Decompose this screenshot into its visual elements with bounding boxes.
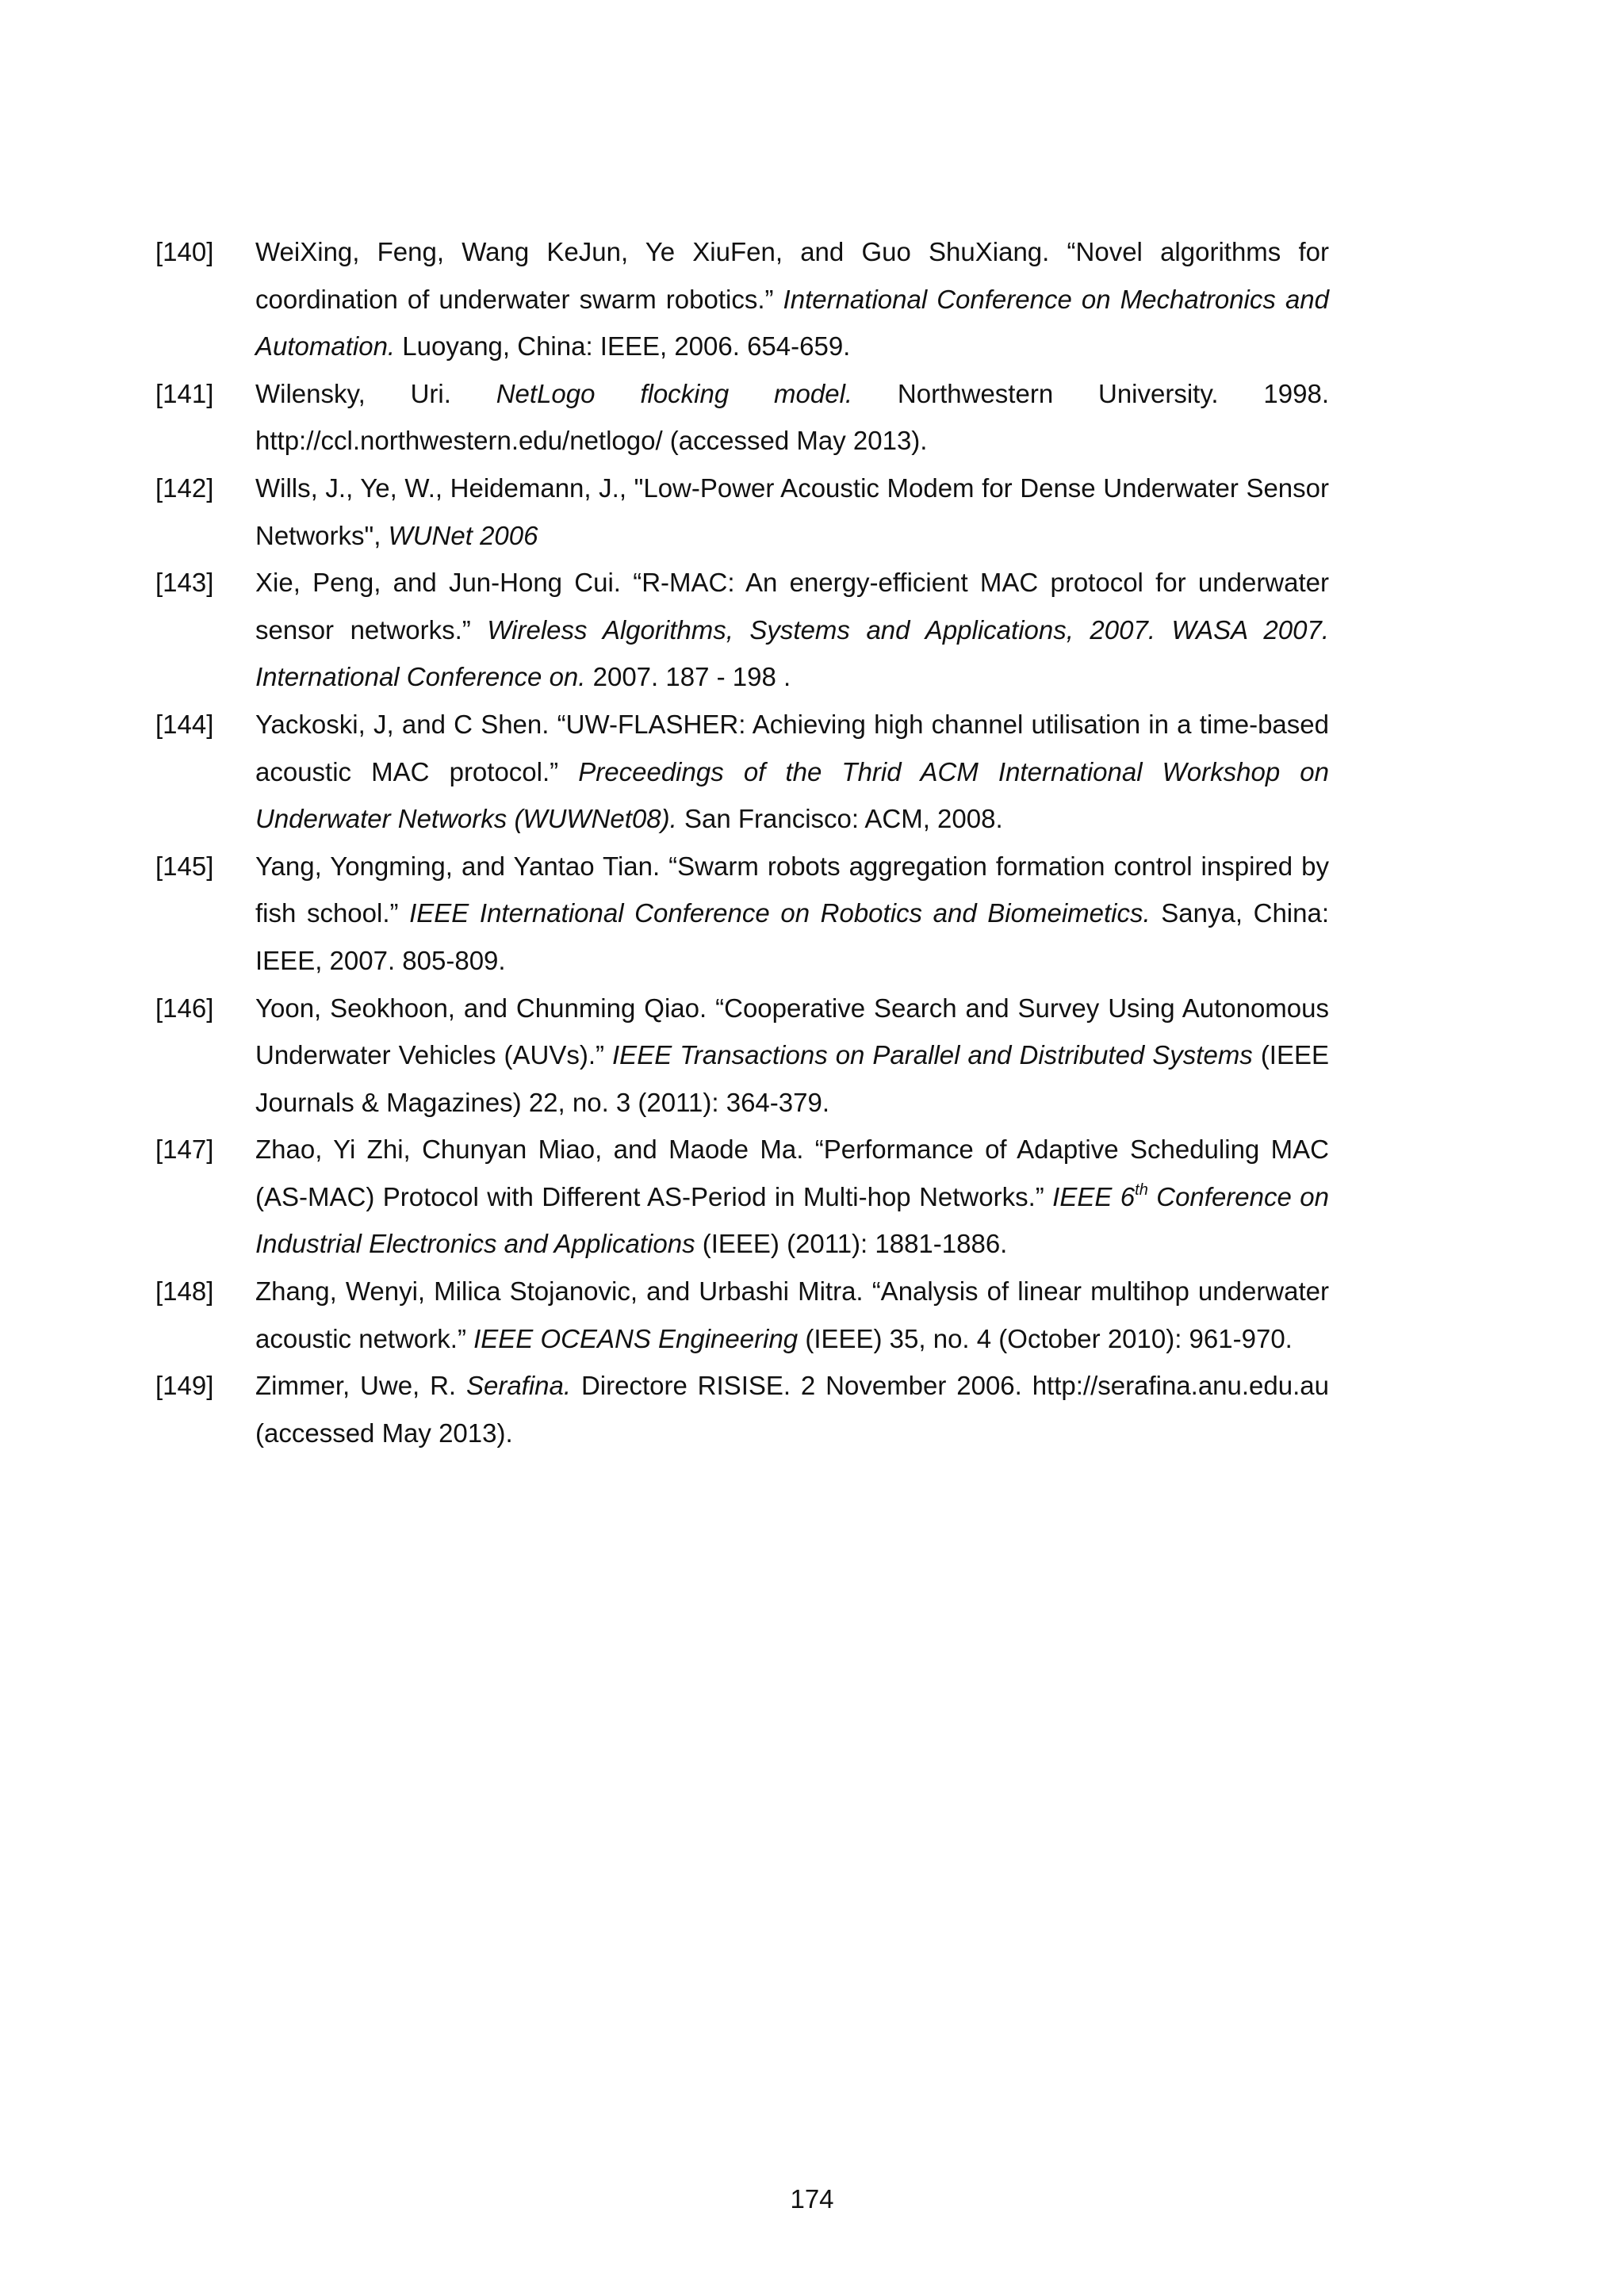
- reference-text-segment: Yackoski, J, and C Shen. “UW-FLASHER: Achieving high channel utilisation in a time-based acoustic MAC protocol.”: [255, 709, 1329, 786]
- reference-number: [145]: [155, 851, 214, 881]
- reference-text-segment: San Francisco: ACM, 2008.: [676, 804, 1003, 834]
- page-number: 174: [790, 2184, 834, 2214]
- reference-number: [146]: [155, 993, 214, 1023]
- reference-text-segment: (IEEE) (2011): 1881-1886.: [695, 1229, 1008, 1259]
- reference-text-segment: WeiXing, Feng, Wang KeJun, Ye XiuFen, and Guo ShuXiang. “Novel algorithms for coordination of underwater swarm robotics.”: [255, 237, 1329, 314]
- reference-text-segment: Yang, Yongming, and Yantao Tian. “Swarm robots aggregation formation control inspired by fish school.”: [255, 851, 1329, 928]
- reference-text-segment: Sanya, China: IEEE, 2007. 805-809.: [255, 898, 1329, 975]
- reference-text: [255, 228, 1329, 370]
- reference-text-segment: Wills, J., Ye, W., Heidemann, J., "Low-Power Acoustic Modem for Dense Underwater Sensor Networks",: [255, 473, 1329, 550]
- reference-number: [147]: [155, 1135, 214, 1165]
- reference-italic-title: International Conference on Mechatronics and Automation.: [255, 284, 1330, 362]
- reference-text-segment: Zimmer, Uwe, R.: [255, 1371, 466, 1401]
- reference-italic-title: Preceedings of the Thrid ACM International Workshop on Underwater Networks (WUWNet08).: [255, 756, 1329, 834]
- reference-italic-title: Conference on Industrial Electronics and Applications: [255, 1181, 1329, 1259]
- reference-entry: [155, 370, 1329, 465]
- reference-number: [143]: [155, 568, 214, 598]
- reference-number: [149]: [155, 1371, 214, 1401]
- reference-entry: [155, 559, 1329, 701]
- reference-text-segment: (IEEE Journals & Magazines) 22, no. 3 (2011): 364-379.: [255, 1040, 1330, 1117]
- reference-entry: [155, 1268, 1329, 1362]
- reference-entry: [155, 701, 1329, 843]
- reference-number: [140]: [155, 237, 214, 266]
- reference-italic-title: IEEE International Conference on Robotics and Biomeimetics.: [409, 898, 1151, 928]
- reference-text-segment: Zhao, Yi Zhi, Chunyan Miao, and Maode Ma. “Performance of Adaptive Scheduling MAC (AS-MAC) Protocol with Different AS-Period in Multi-hop Networks.”: [255, 1135, 1329, 1211]
- reference-text-segment: 2007. 187 - 198 .: [585, 662, 791, 692]
- reference-number: [144]: [155, 709, 214, 739]
- reference-text: [255, 1126, 1329, 1268]
- reference-text-segment: Northwestern University. 1998. http://ccl.northwestern.edu/netlogo/ (accessed May 2013).: [255, 378, 1329, 456]
- reference-italic-title: Wireless Algorithms, Systems and Applications, 2007. WASA 2007. International Conference on.: [255, 614, 1330, 692]
- reference-number: [148]: [155, 1276, 214, 1307]
- reference-text: [255, 465, 1329, 559]
- reference-text: [255, 1268, 1329, 1362]
- reference-italic-title: IEEE Transactions on Parallel and Distributed Systems: [612, 1040, 1253, 1070]
- reference-text: [255, 559, 1329, 701]
- reference-number: [141]: [155, 378, 214, 408]
- reference-text-segment: Yoon, Seokhoon, and Chunming Qiao. “Cooperative Search and Survey Using Autonomous Underwater Vehicles (AUVs).”: [255, 993, 1329, 1070]
- reference-text: [255, 985, 1329, 1127]
- reference-text: [255, 1362, 1329, 1456]
- reference-text-segment: Wilensky, Uri.: [255, 378, 496, 408]
- reference-italic-title: IEEE 6: [1052, 1181, 1136, 1211]
- reference-italic-title: WUNet 2006: [388, 520, 538, 550]
- reference-italic-title: NetLogo flocking model.: [496, 378, 853, 408]
- reference-entry: [155, 843, 1329, 985]
- reference-text-segment: Luoyang, China: IEEE, 2006. 654-659.: [395, 331, 851, 362]
- reference-entry: [155, 465, 1329, 559]
- reference-text: [255, 843, 1329, 985]
- reference-text-segment: Directore RISISE. 2 November 2006. http://serafina.anu.edu.au (accessed May 2013).: [255, 1371, 1329, 1448]
- reference-text-segment: Zhang, Wenyi, Milica Stojanovic, and Urbashi Mitra. “Analysis of linear multihop underwater acoustic network.”: [255, 1276, 1329, 1353]
- reference-text-segment: Xie, Peng, and Jun-Hong Cui. “R-MAC: An energy-efficient MAC protocol for underwater sensor networks.”: [255, 568, 1329, 645]
- reference-text: [255, 370, 1329, 465]
- reference-entry: [155, 1126, 1329, 1268]
- reference-italic-title: Serafina.: [465, 1371, 572, 1401]
- reference-entry: [155, 985, 1329, 1127]
- reference-superscript: th: [1135, 1181, 1148, 1199]
- reference-text: [255, 701, 1329, 843]
- reference-italic-title: IEEE OCEANS Engineering: [473, 1323, 799, 1353]
- reference-list: [155, 228, 1329, 1456]
- reference-text-segment: (IEEE) 35, no. 4 (October 2010): 961-970.: [798, 1323, 1293, 1353]
- reference-entry: [155, 1362, 1329, 1456]
- reference-entry: [155, 228, 1329, 370]
- reference-number: [142]: [155, 473, 214, 503]
